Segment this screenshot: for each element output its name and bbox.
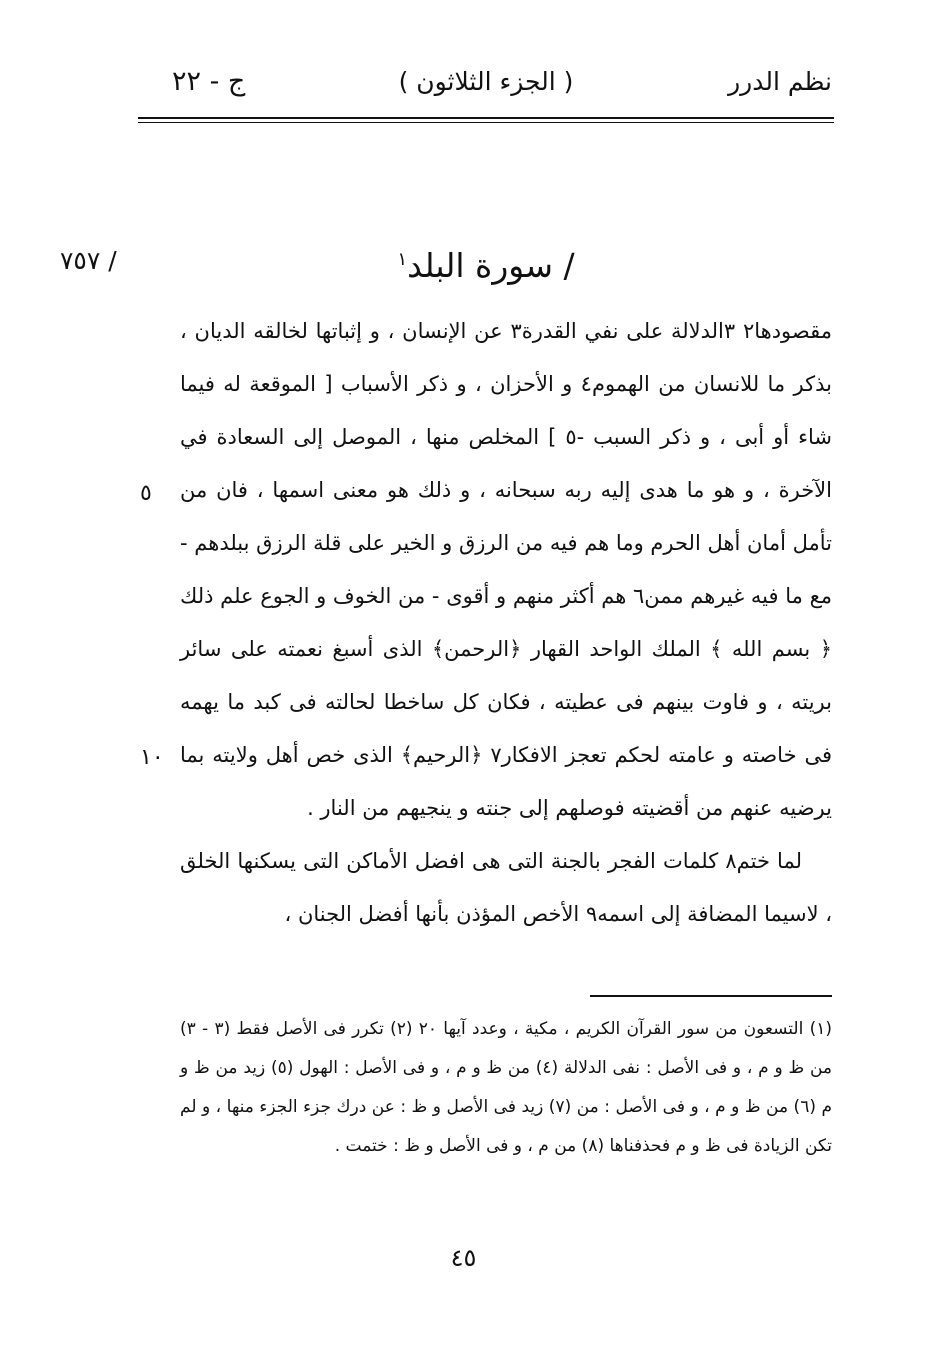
header-rule-thin: [138, 122, 834, 123]
paragraph-2: لما ختم٨ كلمات الفجر بالجنة التى هى افضل الأماكن التى يسكنها الخلق ، لاسيما المضافة إلى اسمه٩ الأخص المؤذن بأنها أفضل الجنان ،: [180, 849, 832, 926]
part-label: ( الجزء الثلاثون ): [398, 67, 574, 96]
book-title: نظم الدرر: [728, 67, 832, 96]
page-number: ٤٥: [450, 1244, 477, 1272]
footnote-separator: [590, 995, 832, 997]
footnotes: (١) التسعون من سور القرآن الكريم ، مكية ، وعدد آيها ٢٠ (٢) تكرر فى الأصل فقط (٣ - ٣) من ظ و م ، و فى الأصل : نفى الدلالة (٤) من ظ و م ، و فى الأصل : الهول (٥) زيد من ظ و م (٦) من ظ و م ، و فى الأصل : من (٧) زيد فى الأصل و ظ : عن درك جزء الجزء منها ، و لم تكن الزيادة فى ظ و م فحذفناها (٨) من م ، و فى الأصل و ظ : ختمت .: [180, 1019, 832, 1156]
paragraph-1: مقصودها٢ ٣الدلالة على نفي القدرة٣ عن الإنسان ، و إثباتها لخالقه الديان ، بذكر ما للانسان من الهموم٤ و الأحزان ، و ذكر الأسباب [ الموقعة له فيما شاء أو أبى ، و ذكر السبب -٥ ] المخلص منها ، الموصل إلى السعادة في الآخرة ، و هو ما هدى إليه ربه سبحانه ، و ذلك هو معنى اسمها ، فان من تأمل أمان أهل الحرم وما هم فيه من الرزق و الخير على قلة الرزق ببلدهم - مع ما فيه غيرهم ممن٦ هم أكثر منهم و أقوى - من الخوف و الجوع علم ذلك ﴿ بسم الله ﴾ الملك الواحد القهار ﴿الرحمن﴾ الذى أسبغ نعمته على سائر بريته ، و فاوت بينهم فى عطيته ، فكان كل ساخطا لحالته فى كبد ما يهمه فى خاصته و عامته لحكم تعجز الافكار٧ ﴿الرحيم﴾ الذى خص أهل ولايته بما يرضيه عنهم من أقضيته فوصلهم إلى جنته و ينجيهم من النار .: [180, 319, 833, 820]
main-text: [180, 305, 832, 941]
volume-label: ج - ٢٢: [172, 66, 246, 97]
running-header: [140, 60, 832, 104]
line-number-5: ٥: [140, 481, 152, 506]
surah-note-mark: ١: [397, 249, 408, 270]
line-number-10: ١٠: [140, 745, 164, 770]
surah-title: [140, 236, 832, 290]
surah-title-text: / سورة البلد: [407, 246, 575, 285]
header-rule-thick: [138, 117, 834, 119]
margin-page-reference: / ٧٥٧: [60, 246, 117, 275]
